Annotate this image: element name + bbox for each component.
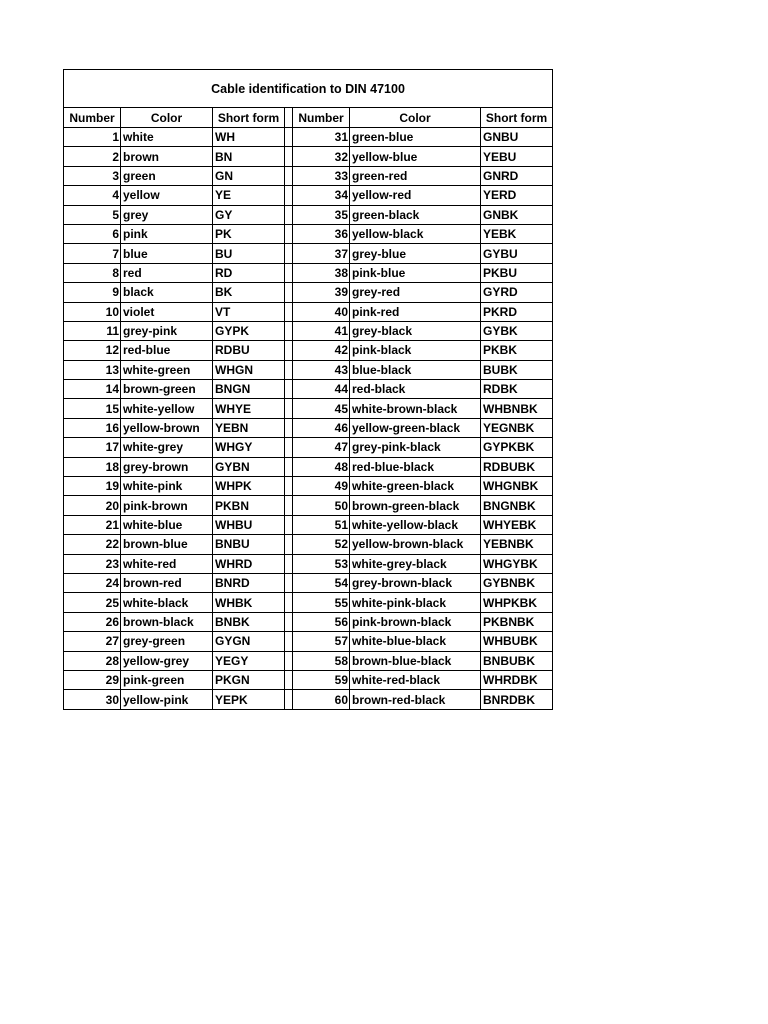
column-gap (285, 457, 293, 476)
wire-number: 57 (293, 632, 350, 651)
wire-short-form: GYBNBK (481, 573, 553, 592)
wire-short-form: BN (213, 147, 285, 166)
wire-number: 20 (64, 496, 121, 515)
wire-number: 51 (293, 515, 350, 534)
wire-color: green-red (350, 166, 481, 185)
column-gap (285, 496, 293, 515)
wire-short-form: WHYEBK (481, 515, 553, 534)
wire-number: 31 (293, 128, 350, 147)
wire-short-form: YEGNBK (481, 418, 553, 437)
wire-number: 46 (293, 418, 350, 437)
wire-number: 38 (293, 263, 350, 282)
wire-number: 29 (64, 670, 121, 689)
wire-color: yellow-brown (121, 418, 213, 437)
header-color-left: Color (121, 108, 213, 128)
wire-number: 36 (293, 224, 350, 243)
column-gap (285, 224, 293, 243)
table-row (64, 535, 553, 554)
wire-short-form: WHPKBK (481, 593, 553, 612)
wire-number: 9 (64, 283, 121, 302)
wire-number: 5 (64, 205, 121, 224)
wire-short-form: GYPKBK (481, 438, 553, 457)
wire-color: white (121, 128, 213, 147)
table-row (64, 418, 553, 437)
wire-number: 10 (64, 302, 121, 321)
wire-short-form: WHBU (213, 515, 285, 534)
wire-short-form: BNBUBK (481, 651, 553, 670)
wire-short-form: BNRD (213, 573, 285, 592)
wire-short-form: WHGYBK (481, 554, 553, 573)
wire-short-form: YEPK (213, 690, 285, 709)
column-gap (285, 205, 293, 224)
column-gap (285, 418, 293, 437)
wire-color: white-grey (121, 438, 213, 457)
table-row (64, 515, 553, 534)
wire-short-form: WHRDBK (481, 670, 553, 689)
wire-short-form: GY (213, 205, 285, 224)
wire-short-form: WHGNBK (481, 477, 553, 496)
wire-color: brown-green-black (350, 496, 481, 515)
table-row (64, 263, 553, 282)
wire-short-form: GYPK (213, 321, 285, 340)
wire-number: 30 (64, 690, 121, 709)
wire-number: 27 (64, 632, 121, 651)
table-row (64, 166, 553, 185)
wire-number: 32 (293, 147, 350, 166)
wire-short-form: YEBN (213, 418, 285, 437)
column-gap (285, 651, 293, 670)
wire-color: brown (121, 147, 213, 166)
wire-color: grey-green (121, 632, 213, 651)
wire-short-form: YEGY (213, 651, 285, 670)
wire-short-form: WHBK (213, 593, 285, 612)
wire-number: 50 (293, 496, 350, 515)
wire-color: white-green-black (350, 477, 481, 496)
column-gap (285, 612, 293, 631)
header-short-form-left: Short form (213, 108, 285, 128)
wire-number: 33 (293, 166, 350, 185)
wire-color: brown-black (121, 612, 213, 631)
table-row (64, 128, 553, 147)
wire-short-form: RDBU (213, 341, 285, 360)
wire-number: 4 (64, 186, 121, 205)
table-row (64, 632, 553, 651)
wire-color: grey-blue (350, 244, 481, 263)
wire-color: pink-brown-black (350, 612, 481, 631)
wire-number: 2 (64, 147, 121, 166)
column-gap (285, 554, 293, 573)
column-gap (285, 399, 293, 418)
wire-short-form: BUBK (481, 360, 553, 379)
wire-number: 34 (293, 186, 350, 205)
wire-short-form: WHYE (213, 399, 285, 418)
wire-short-form: VT (213, 302, 285, 321)
wire-number: 17 (64, 438, 121, 457)
wire-number: 14 (64, 380, 121, 399)
wire-short-form: BNBK (213, 612, 285, 631)
wire-number: 35 (293, 205, 350, 224)
wire-short-form: YE (213, 186, 285, 205)
wire-color: white-pink-black (350, 593, 481, 612)
column-gap (285, 477, 293, 496)
wire-color: black (121, 283, 213, 302)
wire-short-form: PK (213, 224, 285, 243)
table-title: Cable identification to DIN 47100 (64, 70, 553, 108)
wire-short-form: BNBU (213, 535, 285, 554)
table-row (64, 496, 553, 515)
wire-number: 45 (293, 399, 350, 418)
wire-color: brown-red (121, 573, 213, 592)
wire-number: 11 (64, 321, 121, 340)
wire-number: 47 (293, 438, 350, 457)
wire-number: 8 (64, 263, 121, 282)
header-row (64, 108, 553, 128)
wire-short-form: WHPK (213, 477, 285, 496)
table-row (64, 302, 553, 321)
wire-number: 18 (64, 457, 121, 476)
wire-color: grey (121, 205, 213, 224)
wire-color: white-blue (121, 515, 213, 534)
wire-short-form: BK (213, 283, 285, 302)
wire-color: grey-red (350, 283, 481, 302)
wire-short-form: WHBUBK (481, 632, 553, 651)
column-gap (285, 128, 293, 147)
header-color-right: Color (350, 108, 481, 128)
header-number-right: Number (293, 108, 350, 128)
table-row (64, 477, 553, 496)
column-gap (285, 283, 293, 302)
table-row (64, 399, 553, 418)
wire-short-form: GNRD (481, 166, 553, 185)
column-gap (285, 186, 293, 205)
wire-short-form: YEBU (481, 147, 553, 166)
wire-number: 1 (64, 128, 121, 147)
wire-number: 52 (293, 535, 350, 554)
wire-number: 7 (64, 244, 121, 263)
wire-color: white-blue-black (350, 632, 481, 651)
table-row (64, 438, 553, 457)
table-row (64, 593, 553, 612)
wire-short-form: PKBU (481, 263, 553, 282)
table-row (64, 244, 553, 263)
wire-short-form: YEBK (481, 224, 553, 243)
column-gap (285, 263, 293, 282)
wire-number: 41 (293, 321, 350, 340)
wire-short-form: YEBNBK (481, 535, 553, 554)
wire-color: pink-brown (121, 496, 213, 515)
wire-color: white-red-black (350, 670, 481, 689)
wire-color: grey-black (350, 321, 481, 340)
table-row (64, 457, 553, 476)
wire-number: 58 (293, 651, 350, 670)
wire-short-form: WHBNBK (481, 399, 553, 418)
header-number-left: Number (64, 108, 121, 128)
column-gap (285, 360, 293, 379)
wire-short-form: GYRD (481, 283, 553, 302)
header-short-form-right: Short form (481, 108, 553, 128)
wire-color: green-black (350, 205, 481, 224)
table-row (64, 554, 553, 573)
wire-short-form: WHRD (213, 554, 285, 573)
table-row (64, 321, 553, 340)
wire-number: 54 (293, 573, 350, 592)
table-row (64, 360, 553, 379)
wire-color: red-blue (121, 341, 213, 360)
wire-color: white-pink (121, 477, 213, 496)
wire-short-form: PKBN (213, 496, 285, 515)
wire-color: blue-black (350, 360, 481, 379)
wire-number: 40 (293, 302, 350, 321)
wire-color: brown-green (121, 380, 213, 399)
column-gap (285, 380, 293, 399)
wire-number: 6 (64, 224, 121, 243)
cable-identification-table (63, 69, 553, 710)
wire-number: 26 (64, 612, 121, 631)
wire-number: 48 (293, 457, 350, 476)
wire-short-form: GNBK (481, 205, 553, 224)
wire-number: 15 (64, 399, 121, 418)
wire-number: 43 (293, 360, 350, 379)
wire-color: grey-brown (121, 457, 213, 476)
wire-color: grey-pink-black (350, 438, 481, 457)
wire-color: white-green (121, 360, 213, 379)
table-body (64, 128, 553, 710)
wire-number: 39 (293, 283, 350, 302)
wire-number: 25 (64, 593, 121, 612)
wire-short-form: GN (213, 166, 285, 185)
wire-short-form: GYGN (213, 632, 285, 651)
wire-color: brown-blue (121, 535, 213, 554)
table-row (64, 283, 553, 302)
column-gap (285, 166, 293, 185)
wire-number: 21 (64, 515, 121, 534)
wire-short-form: GNBU (481, 128, 553, 147)
table-row (64, 573, 553, 592)
wire-short-form: BU (213, 244, 285, 263)
wire-short-form: PKBNBK (481, 612, 553, 631)
wire-color: white-red (121, 554, 213, 573)
wire-number: 19 (64, 477, 121, 496)
column-gap (285, 515, 293, 534)
wire-color: grey-pink (121, 321, 213, 340)
column-gap (285, 302, 293, 321)
wire-short-form: GYBK (481, 321, 553, 340)
wire-short-form: BNRDBK (481, 690, 553, 709)
wire-number: 49 (293, 477, 350, 496)
wire-short-form: PKGN (213, 670, 285, 689)
wire-color: brown-blue-black (350, 651, 481, 670)
wire-number: 12 (64, 341, 121, 360)
column-gap (285, 438, 293, 457)
table-row (64, 341, 553, 360)
wire-color: green-blue (350, 128, 481, 147)
column-gap (285, 147, 293, 166)
wire-number: 59 (293, 670, 350, 689)
wire-number: 3 (64, 166, 121, 185)
wire-color: white-black (121, 593, 213, 612)
wire-color: violet (121, 302, 213, 321)
wire-color: yellow-pink (121, 690, 213, 709)
wire-color: red-blue-black (350, 457, 481, 476)
wire-short-form: WHGN (213, 360, 285, 379)
wire-color: green (121, 166, 213, 185)
wire-short-form: RD (213, 263, 285, 282)
wire-short-form: WHGY (213, 438, 285, 457)
column-gap (285, 535, 293, 554)
wire-number: 23 (64, 554, 121, 573)
table-row (64, 651, 553, 670)
table-row (64, 690, 553, 709)
wire-short-form: RDBUBK (481, 457, 553, 476)
wire-short-form: WH (213, 128, 285, 147)
wire-color: yellow-grey (121, 651, 213, 670)
wire-color: white-brown-black (350, 399, 481, 418)
wire-number: 22 (64, 535, 121, 554)
wire-number: 55 (293, 593, 350, 612)
table-row (64, 205, 553, 224)
column-gap (285, 670, 293, 689)
wire-number: 28 (64, 651, 121, 670)
wire-number: 53 (293, 554, 350, 573)
wire-color: yellow-black (350, 224, 481, 243)
table-row (64, 186, 553, 205)
wire-color: red-black (350, 380, 481, 399)
wire-number: 56 (293, 612, 350, 631)
wire-short-form: GYBU (481, 244, 553, 263)
wire-color: pink-red (350, 302, 481, 321)
wire-color: pink (121, 224, 213, 243)
column-gap (285, 632, 293, 651)
wire-color: red (121, 263, 213, 282)
wire-short-form: BNGN (213, 380, 285, 399)
wire-color: pink-black (350, 341, 481, 360)
column-gap (285, 244, 293, 263)
wire-color: blue (121, 244, 213, 263)
wire-color: yellow-blue (350, 147, 481, 166)
table-row (64, 224, 553, 243)
wire-short-form: PKRD (481, 302, 553, 321)
wire-number: 16 (64, 418, 121, 437)
wire-color: pink-green (121, 670, 213, 689)
wire-number: 13 (64, 360, 121, 379)
column-gap (285, 690, 293, 709)
wire-color: yellow-brown-black (350, 535, 481, 554)
column-gap (285, 573, 293, 592)
wire-color: yellow-red (350, 186, 481, 205)
column-gap (285, 108, 293, 128)
wire-number: 42 (293, 341, 350, 360)
wire-color: yellow (121, 186, 213, 205)
wire-number: 37 (293, 244, 350, 263)
wire-color: white-yellow-black (350, 515, 481, 534)
wire-number: 44 (293, 380, 350, 399)
table-row (64, 380, 553, 399)
column-gap (285, 593, 293, 612)
wire-short-form: YERD (481, 186, 553, 205)
wire-color: white-yellow (121, 399, 213, 418)
wire-short-form: RDBK (481, 380, 553, 399)
wire-short-form: GYBN (213, 457, 285, 476)
wire-short-form: BNGNBK (481, 496, 553, 515)
wire-color: yellow-green-black (350, 418, 481, 437)
column-gap (285, 341, 293, 360)
wire-color: brown-red-black (350, 690, 481, 709)
wire-short-form: PKBK (481, 341, 553, 360)
wire-color: pink-blue (350, 263, 481, 282)
table-row (64, 670, 553, 689)
wire-color: white-grey-black (350, 554, 481, 573)
wire-number: 60 (293, 690, 350, 709)
wire-number: 24 (64, 573, 121, 592)
table-row (64, 147, 553, 166)
wire-color: grey-brown-black (350, 573, 481, 592)
column-gap (285, 321, 293, 340)
table-row (64, 612, 553, 631)
